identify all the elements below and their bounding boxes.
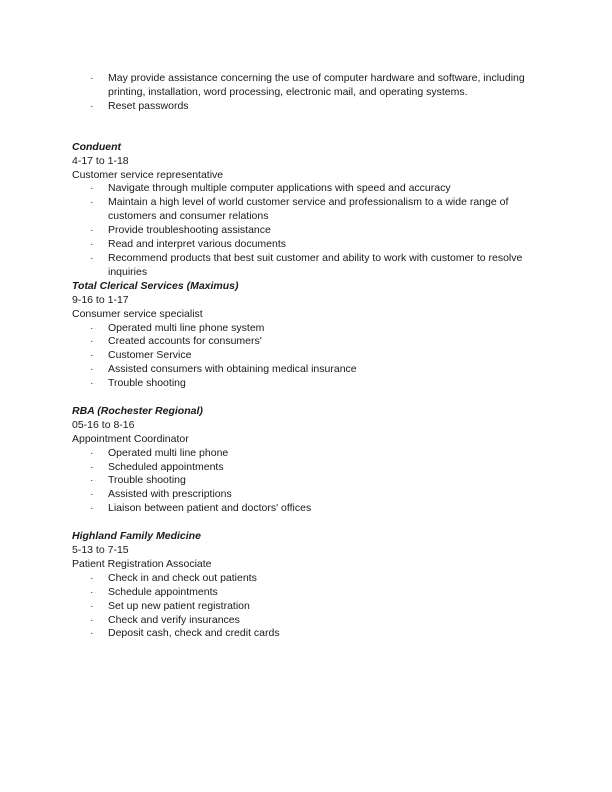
job-title: Consumer service specialist: [72, 307, 203, 320]
duty-item: · Customer Service: [72, 349, 542, 363]
company-name: Conduent: [72, 140, 121, 153]
company-name: Total Clerical Services (Maximus): [72, 279, 239, 292]
duty-item: · Liaison between patient and doctors' offices: [72, 502, 542, 516]
spacer: [72, 114, 542, 141]
duty-item: · Operated multi line phone system: [72, 322, 542, 336]
duty-list: [72, 322, 542, 392]
duty-item: · Schedule appointments: [72, 586, 542, 600]
job-title: Appointment Coordinator: [72, 432, 189, 445]
duty-list: [72, 447, 542, 517]
duty-item: · Operated multi line phone: [72, 447, 542, 461]
employment-dates: 05-16 to 8-16: [72, 418, 135, 431]
employment-dates: 9-16 to 1-17: [72, 293, 129, 306]
duty-list: [72, 182, 542, 279]
duty-item: · Created accounts for consumers': [72, 335, 542, 349]
duty-item: · Set up new patient registration: [72, 600, 542, 614]
spacer: [72, 516, 542, 530]
company-name: Highland Family Medicine: [72, 530, 201, 543]
duty-list: [72, 572, 542, 642]
duty-item: · Check in and check out patients: [72, 572, 542, 586]
employment-dates: 4-17 to 1-18: [72, 154, 129, 167]
job-title: Customer service representative: [72, 168, 224, 181]
duty-item: · Deposit cash, check and credit cards: [72, 627, 542, 641]
company-name: RBA (Rochester Regional): [72, 404, 203, 417]
job-title: Patient Registration Associate: [72, 557, 212, 570]
duty-item: · Maintain a high level of world customer service and professionalism to a wide range of customers and consumer relations: [72, 196, 542, 224]
spacer: [72, 391, 542, 405]
duty-item: · Provide troubleshooting assistance: [72, 224, 542, 238]
resume-page: [72, 72, 542, 641]
job-entry-total-clerical: [72, 280, 542, 391]
duty-item: · May provide assistance concerning the use of computer hardware and software, including printing, installation, word processing, electronic mail, and operating systems.: [72, 72, 542, 100]
duty-item: · Assisted with prescriptions: [72, 488, 542, 502]
job-entry-rba: [72, 405, 542, 516]
duty-item: · Assisted consumers with obtaining medical insurance: [72, 363, 542, 377]
duty-item: · Read and interpret various documents: [72, 238, 542, 252]
employment-dates: 5-13 to 7-15: [72, 543, 129, 556]
job-entry-conduent: [72, 141, 542, 280]
duty-item: · Check and verify insurances: [72, 614, 542, 628]
job-entry-highland: [72, 530, 542, 641]
duty-item: · Reset passwords: [72, 100, 542, 114]
duty-item: · Navigate through multiple computer applications with speed and accuracy: [72, 182, 542, 196]
intro-duty-list: [72, 72, 542, 114]
duty-item: · Recommend products that best suit customer and ability to work with customer to resolve inquiries: [72, 252, 542, 280]
duty-item: · Trouble shooting: [72, 474, 542, 488]
duty-item: · Scheduled appointments: [72, 461, 542, 475]
duty-item: · Trouble shooting: [72, 377, 542, 391]
